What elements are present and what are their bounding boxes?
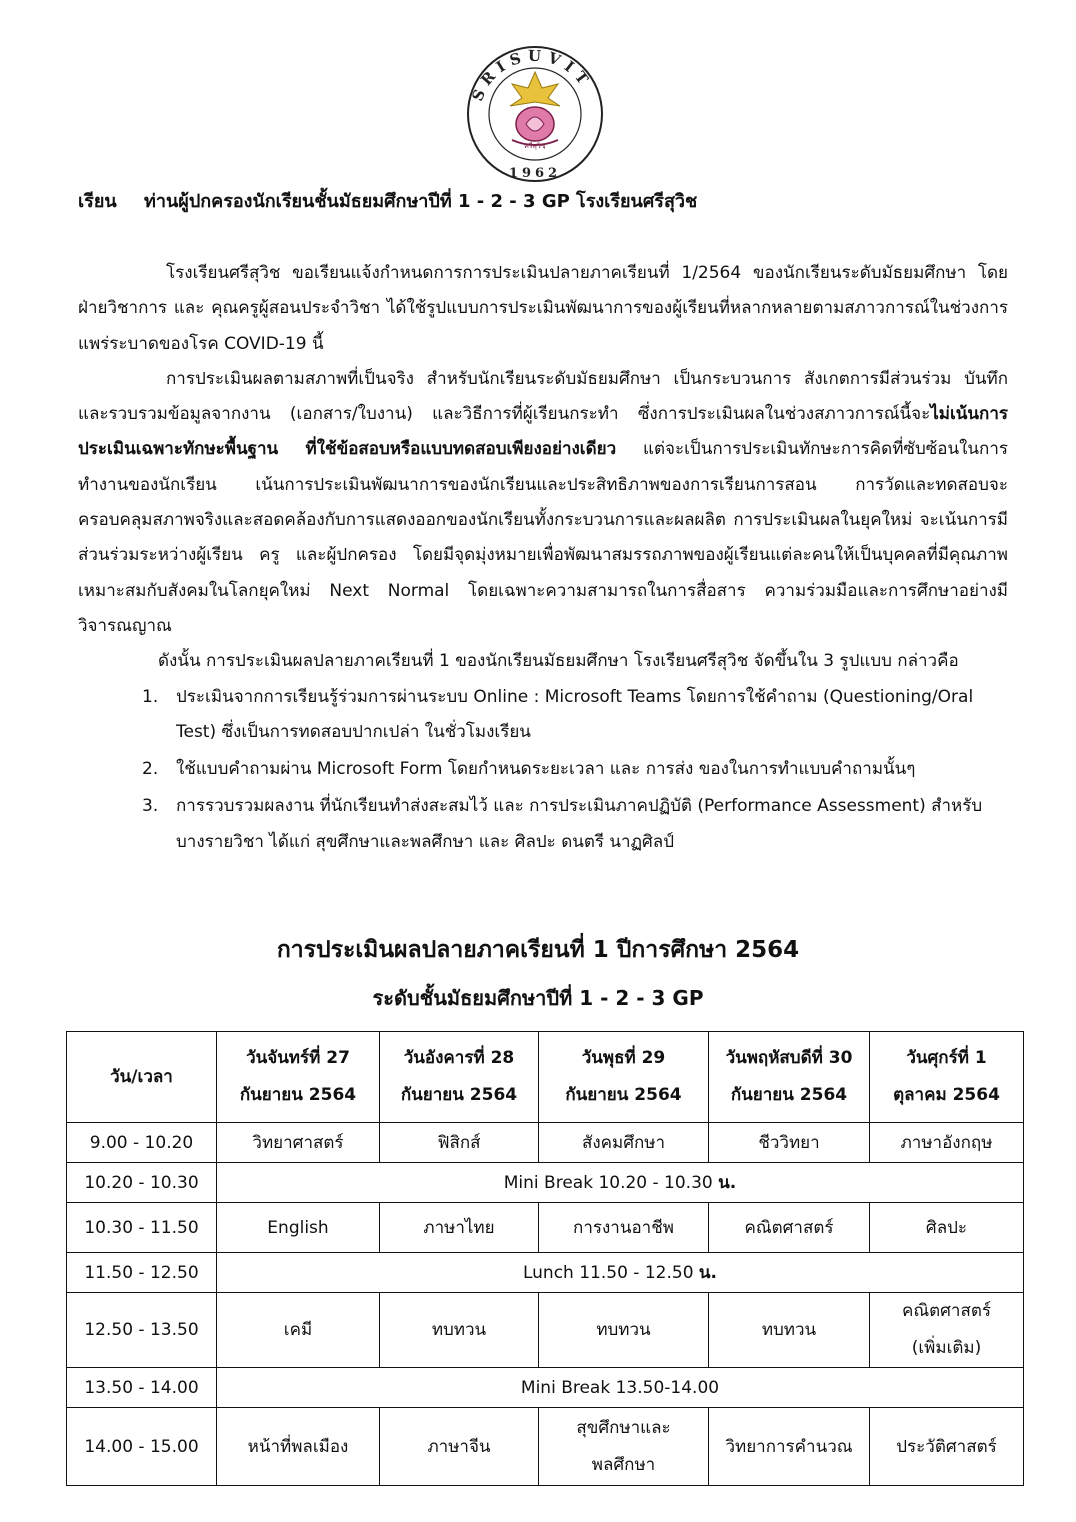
assessment-list — [78, 680, 1008, 860]
paragraph-2-bold: ไม่เน้นการประเมินเฉพาะทักษะพื้นฐาน ที่ใช้ข้อสอบหรือแบบทดสอบเพียงอย่างเดียว — [78, 404, 1008, 460]
time-cell: 10.30 - 11.50 — [67, 1203, 217, 1253]
paragraph-2-end: แต่จะเป็นการประเมินทักษะการคิดที่ซับซ้อนในการทำงานของนักเรียน เน้นการประเมินพัฒนาการของนักเรียนและประสิทธิภาพของการเรียนการสอน การวัดและทดสอบจะครอบคลุมสภาพจริงและสอดคล้องกับการแสดงออกของนักเรียนทั้งกระบวนการและผลผลิต การประเมินผลในยุคใหม่ จะเน้นการมีส่วนร่วมระหว่างผู้เรียน ครู และผู้ปกครอง โดยมีจุดมุ่งหมายเพื่อพัฒนาสมรรถภาพของผู้เรียนแต่ละคนให้เป็นบุคคลที่มีคุณภาพเหมาะสมกับสังคมในโลกยุคใหม่ Next Normal โดยเฉพาะความสามารถในการสื่อสาร ความร่วมมือและการศึกษาอย่างมีวิจารณญาณ — [78, 439, 1008, 636]
subject-cell: หน้าที่พลเมือง — [217, 1408, 380, 1486]
subject-cell: ประวัติศาสตร์ — [870, 1408, 1024, 1486]
subject-cell: ทบทวน — [380, 1293, 539, 1368]
list-item — [78, 752, 1008, 787]
subject-cell: ศิลปะ — [870, 1203, 1024, 1253]
day-header: วันพุธที่ 29 กันยายน 2564 — [539, 1032, 709, 1123]
time-cell: 13.50 - 14.00 — [67, 1368, 217, 1408]
time-cell: 9.00 - 10.20 — [67, 1123, 217, 1163]
lunch-cell: Lunch 11.50 - 12.50 น. — [217, 1253, 1024, 1293]
address-to-label: เรียน — [78, 191, 117, 212]
schedule-title: การประเมินผลปลายภาคเรียนที่ 1 ปีการศึกษา 2564 — [276, 937, 800, 963]
table-row — [67, 1163, 1024, 1203]
subject-cell: English — [217, 1203, 380, 1253]
table-header-row — [67, 1032, 1024, 1123]
table-row — [67, 1253, 1024, 1293]
schedule-subtitle: ระดับชั้นมัธยมศึกษาปีที่ 1 - 2 - 3 GP — [372, 986, 704, 1010]
school-logo — [460, 44, 610, 184]
subject-cell: ทบทวน — [539, 1293, 709, 1368]
subject-cell: ภาษาจีน — [380, 1408, 539, 1486]
paragraph-2 — [78, 362, 1008, 644]
subject-cell: ภาษาไทย — [380, 1203, 539, 1253]
exam-schedule-table — [66, 1031, 1024, 1486]
corner-header: วัน/เวลา — [67, 1032, 217, 1123]
break-cell: Mini Break 10.20 - 10.30 น. — [217, 1163, 1024, 1203]
list-text: การรวบรวมผลงาน ที่นักเรียนทำส่งสะสมไว้ และ การประเมินภาคปฏิบัติ (Performance Assessment) สำหรับบางรายวิชา ได้แก่ สุขศึกษาและพลศึกษา และ ศิลปะ ดนตรี นาฏศิลป์ — [176, 796, 983, 852]
table-row — [67, 1203, 1024, 1253]
time-cell: 14.00 - 15.00 — [67, 1408, 217, 1486]
day-header: วันศุกร์ที่ 1 ตุลาคม 2564 — [870, 1032, 1024, 1123]
subject-cell: สุขศึกษาและ พลศึกษา — [539, 1408, 709, 1486]
paragraph-3 — [78, 644, 1008, 679]
paragraph-1 — [78, 256, 1008, 362]
day-header: วันอังคารที่ 28 กันยายน 2564 — [380, 1032, 539, 1123]
table-row — [67, 1293, 1024, 1368]
list-text: ประเมินจากการเรียนรู้ร่วมการผ่านระบบ Online : Microsoft Teams โดยการใช้คำถาม (Questioning/Oral Test) ซึ่งเป็นการทดสอบปากเปล่า ในชั่วโมงเรียน — [176, 686, 974, 742]
time-cell: 11.50 - 12.50 — [67, 1253, 217, 1293]
subject-cell: วิทยาศาสตร์ — [217, 1123, 380, 1163]
subject-cell: วิทยาการคำนวณ — [709, 1408, 870, 1486]
table-row — [67, 1368, 1024, 1408]
subject-cell: คณิตศาสตร์ (เพิ่มเติม) — [870, 1293, 1024, 1368]
logo-top-text: SRISUVIT — [468, 46, 596, 104]
list-item — [78, 789, 1008, 860]
address-recipient: ท่านผู้ปกครองนักเรียนชั้นมัธยมศึกษาปีที่ 1 - 2 - 3 GP โรงเรียนศรีสุวิช — [144, 191, 698, 212]
list-item — [78, 680, 1008, 751]
time-cell: 12.50 - 13.50 — [67, 1293, 217, 1368]
paragraph-1-text: โรงเรียนศรีสุวิช ขอเรียนแจ้งกำหนดการการประเมินปลายภาคเรียนที่ 1/2564 ของนักเรียนระดับมัธยมศึกษา โดยฝ่ายวิชาการ และ คุณครูผู้สอนประจำวิชา ได้ใช้รูปแบบการประเมินพัฒนาการของผู้เรียนที่หลากหลายตามสภาวการณ์ในช่วงการแพร่ระบาดของโรค COVID-19 นี้ — [78, 263, 1008, 354]
letter-body — [78, 256, 1008, 860]
logo-year: 1962 — [508, 166, 562, 181]
subject-cell: ทบทวน — [709, 1293, 870, 1368]
list-text: ใช้แบบคำถามผ่าน Microsoft Form โดยกำหนดระยะเวลา และ การส่ง ของในการทำแบบคำถามนั้นๆ — [176, 759, 916, 780]
paragraph-2-start: การประเมินผลตามสภาพที่เป็นจริง สำหรับนักเรียนระดับมัธยมศึกษา เป็นกระบวนการ สังเกตการมีส่วนร่วม บันทึก และรวบรวมข้อมูลจากงาน (เอกสาร/ใบงาน) และวิธีการที่ผู้เรียนกระทำ ซึ่งการประเมินผลในช่วงสภาวการณ์นี้จะ — [78, 368, 1008, 425]
emblem-icon — [510, 72, 560, 145]
subject-cell: ชีววิทยา — [709, 1123, 870, 1163]
subject-cell: ฟิสิกส์ — [380, 1123, 539, 1163]
break-cell: Mini Break 13.50-14.00 — [217, 1368, 1024, 1408]
paragraph-3-text: ดังนั้น การประเมินผลปลายภาคเรียนที่ 1 ของนักเรียนมัธยมศึกษา โรงเรียนศรีสุวิช จัดขึ้นใน 3 รูปแบบ กล่าวคือ — [158, 651, 959, 672]
logo-motto: ศรีสุวิชฺ — [524, 142, 546, 150]
subject-cell: เคมี — [217, 1293, 380, 1368]
subject-cell: คณิตศาสตร์ — [709, 1203, 870, 1253]
day-header: วันจันทร์ที่ 27 กันยายน 2564 — [217, 1032, 380, 1123]
table-row — [67, 1408, 1024, 1486]
address-line — [78, 186, 697, 215]
list-number: 3. — [142, 796, 159, 817]
day-header: วันพฤหัสบดีที่ 30 กันยายน 2564 — [709, 1032, 870, 1123]
subject-cell: การงานอาชีพ — [539, 1203, 709, 1253]
list-number: 2. — [142, 759, 159, 780]
table-row — [67, 1123, 1024, 1163]
subject-cell: ภาษาอังกฤษ — [870, 1123, 1024, 1163]
list-number: 1. — [142, 686, 159, 707]
subject-cell: สังคมศึกษา — [539, 1123, 709, 1163]
time-cell: 10.20 - 10.30 — [67, 1163, 217, 1203]
